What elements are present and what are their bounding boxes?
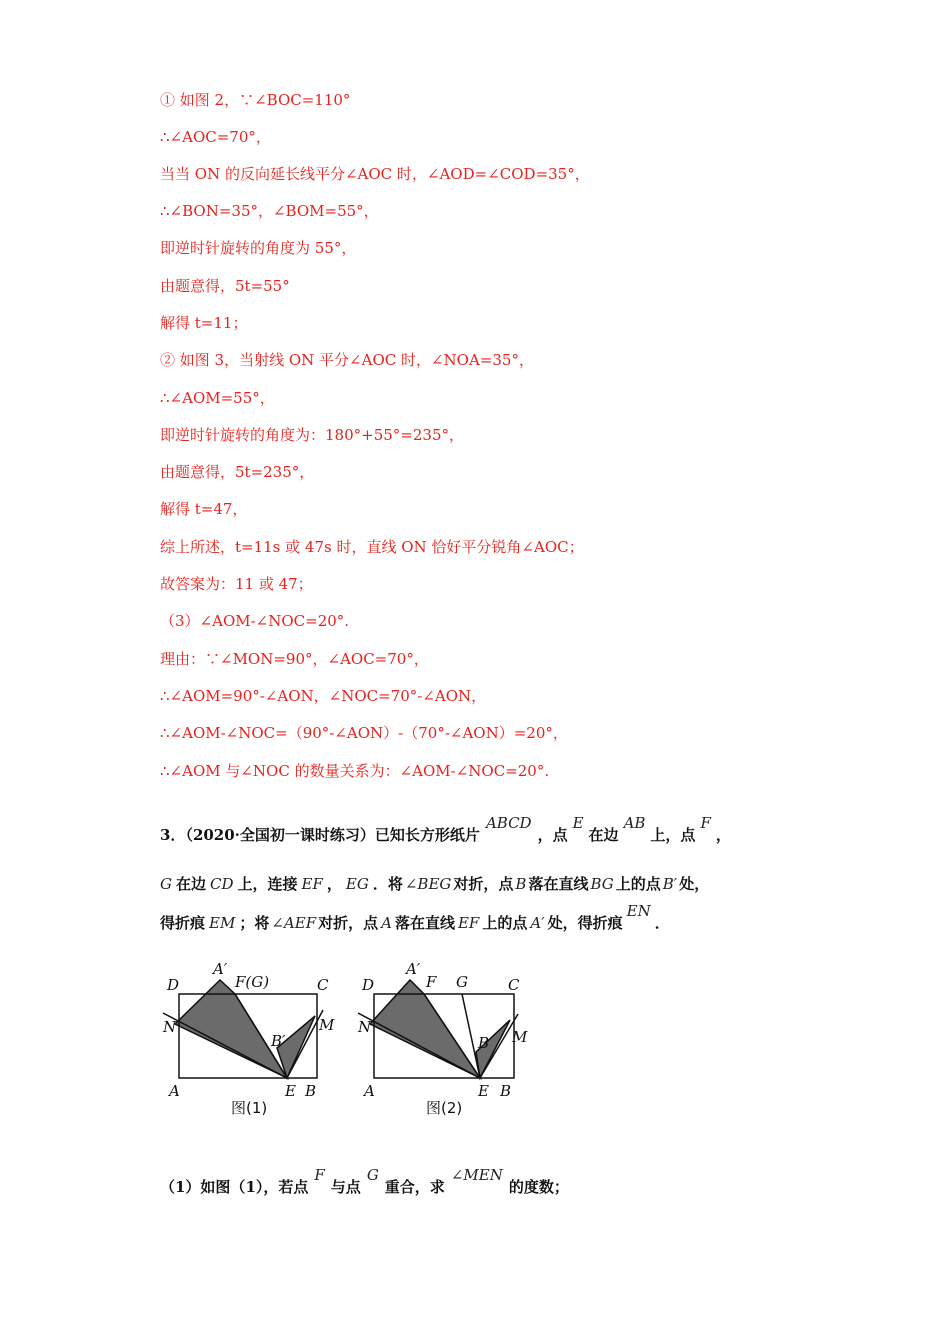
figure-2-label-b-prime: B′: [478, 1034, 493, 1052]
math-a: A: [381, 914, 392, 932]
solution-line: ∴∠AOC=70°，: [160, 128, 271, 146]
solution-line: 理由：∵∠MON=90°，∠AOC=70°，: [160, 650, 429, 668]
math-eg: EG: [345, 875, 369, 893]
figure-2-label-b: B: [500, 1082, 512, 1100]
solution-line: （3）∠AOM-∠NOC=20°.: [160, 612, 350, 630]
solution-line: 即逆时针旋转的角度为：180°+55°=235°，: [160, 426, 464, 444]
math-abcd: ABCD: [485, 814, 532, 832]
solution-line: 由题意得，5t=55°: [160, 277, 290, 295]
math-e: E: [572, 814, 584, 832]
figure-1-label-e: E: [285, 1082, 296, 1100]
figure-2-label-f: F: [426, 973, 437, 991]
figure-1-label-c: C: [317, 976, 329, 994]
figure-1-label-fg: F(G): [235, 973, 270, 991]
solution-line: 即逆时针旋转的角度为 55°，: [160, 239, 357, 257]
figure-1-caption: 图(1): [231, 1099, 268, 1117]
figure-1-label-b: B: [305, 1082, 317, 1100]
figure-2-label-n: N: [358, 1018, 372, 1036]
figure-2: [350, 960, 540, 1120]
solution-line: 故答案为：11 或 47；: [160, 575, 313, 593]
figure-2-label-a-prime: A′: [406, 960, 421, 978]
figure-2-label-e: E: [478, 1082, 489, 1100]
solution-line: ∴∠AOM 与∠NOC 的数量关系为：∠AOM-∠NOC=20°.: [160, 762, 550, 780]
solution-line: 综上所述，t=11s 或 47s 时，直线 ON 恰好平分锐角∠AOC；: [160, 538, 584, 556]
solution-line: ② 如图 3，当射线 ON 平分∠AOC 时，∠NOA=35°，: [160, 351, 534, 369]
figure-2-label-g: G: [456, 973, 468, 991]
solution-line: ∴∠BON=35°，∠BOM=55°，: [160, 202, 379, 220]
solution-line: ① 如图 2，∵∠BOC=110°: [160, 91, 351, 109]
solution-line: 解得 t=11；: [160, 314, 248, 332]
solution-line: ∴∠AOM=90°-∠AON，∠NOC=70°-∠AON，: [160, 687, 487, 705]
math-ef-2: EF: [457, 914, 480, 932]
math-a-prime: A′: [530, 914, 545, 932]
math-bg: BG: [590, 875, 614, 893]
figure-2-label-c: C: [508, 976, 520, 994]
figure-2-caption: 图(2): [426, 1099, 463, 1117]
math-angle-men: ∠MEN: [450, 1166, 503, 1184]
math-angle-beg: ∠BEG: [404, 875, 452, 893]
math-g-part1: G: [366, 1166, 379, 1184]
figure-1-label-a: A: [169, 1082, 180, 1100]
question-line-2: G 在边 CD 上，连接 EF ， EG ．将 ∠BEG 对折，点 B 落在直线 BG 上的点 B′ 处，: [160, 875, 710, 893]
math-ab: AB: [623, 814, 646, 832]
math-b: B: [515, 875, 527, 893]
figure-2-label-d: D: [362, 976, 375, 994]
figure-1: [155, 960, 345, 1120]
question-part-1: （1）如图（1），若点F与点G重合，求∠MEN的度数；: [160, 1166, 569, 1196]
solution-line: ∴∠AOM=55°，: [160, 389, 275, 407]
solution-line: 解得 t=47，: [160, 500, 248, 518]
solution-line: 当当 ON 的反向延长线平分∠AOC 时，∠AOD=∠COD=35°，: [160, 165, 590, 183]
math-f: F: [700, 814, 711, 832]
math-cd: CD: [210, 875, 234, 893]
math-en: EN: [626, 902, 651, 920]
math-f-part1: F: [314, 1166, 325, 1184]
question-number: 3．: [160, 826, 186, 844]
figure-2-label-m: M: [512, 1028, 528, 1046]
figure-1-label-d: D: [167, 976, 180, 994]
solution-line: ∴∠AOM-∠NOC=（90°-∠AON）-（70°-∠AON）=20°，: [160, 724, 568, 742]
figure-1-label-n: N: [163, 1018, 177, 1036]
figure-2-label-a: A: [364, 1082, 375, 1100]
math-b-prime: B′: [662, 875, 678, 893]
question-line-1: 3．（2020·全国初一课时练习）已知长方形纸片ABCD，点E在边AB上，点F，: [160, 814, 731, 844]
math-g: G: [160, 875, 172, 893]
question-source: （2020·全国初一课时练习）: [185, 826, 375, 844]
figure-1-label-m: M: [319, 1016, 335, 1034]
figure-1-label-a-prime: A′: [213, 960, 228, 978]
question-line-3: 得折痕 EM ；将 ∠AEF 对折，点 A 落在直线 EF 上的点 A′ 处，得折痕EN．: [160, 902, 670, 932]
math-em: EM: [209, 914, 236, 932]
solution-line: 由题意得，5t=235°，: [160, 463, 315, 481]
math-ef: EF: [301, 875, 323, 893]
math-angle-aef: ∠AEF: [271, 914, 317, 932]
figure-1-label-b-prime: B′: [271, 1032, 286, 1050]
